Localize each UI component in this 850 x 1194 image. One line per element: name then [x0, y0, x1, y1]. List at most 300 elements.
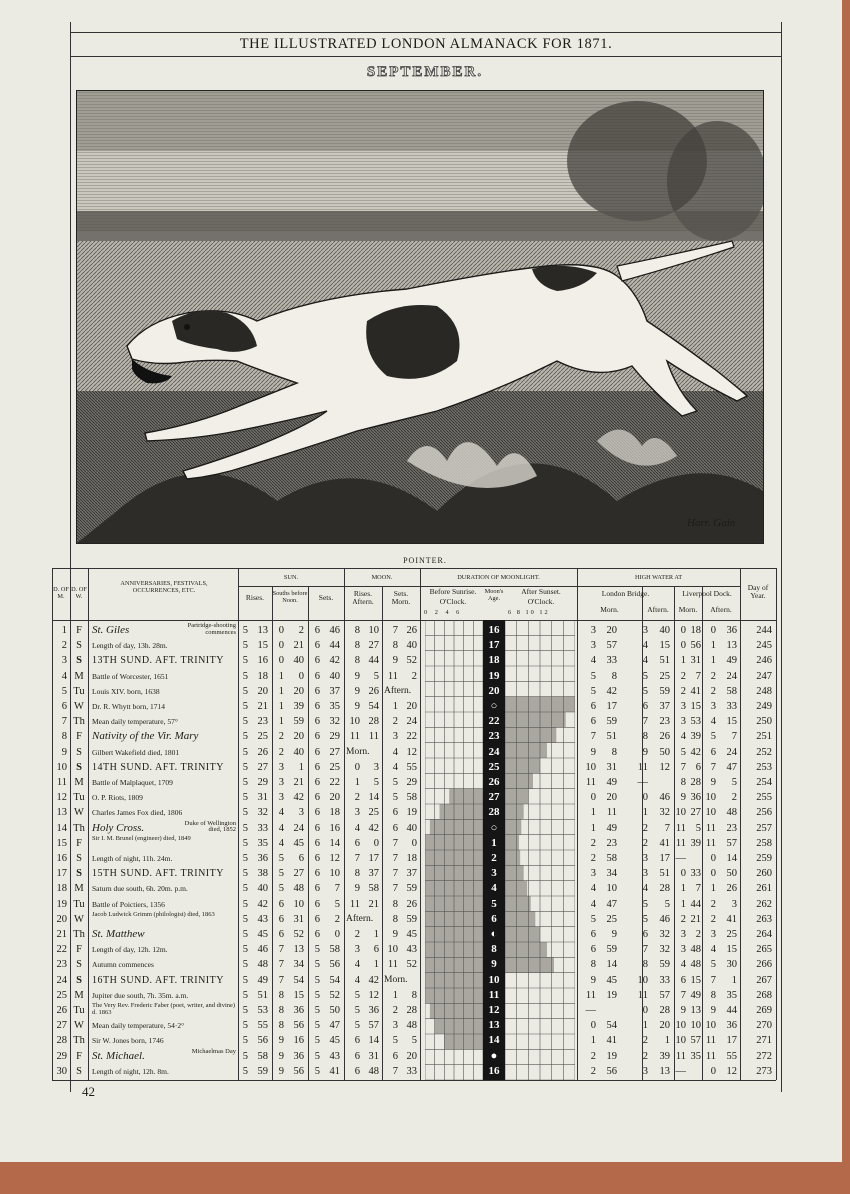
liverpool-aftern-minute: 33	[726, 701, 737, 712]
moon-rises-hour: 11	[349, 898, 360, 910]
moonlight-after-bar	[505, 896, 531, 911]
day-of-month: 8	[61, 731, 67, 743]
london-morn-hour: 1	[590, 807, 596, 819]
sun-souths-minute: 6	[298, 853, 304, 864]
liverpool-morn-minute: 21	[690, 913, 701, 925]
sun-sets-minute: 18	[329, 807, 340, 819]
day-of-month: 15	[56, 837, 67, 849]
moon-age: 6	[491, 912, 497, 925]
event-text: Length of night, 11h. 24m.	[92, 854, 173, 863]
day-of-month: 4	[61, 670, 67, 682]
day-of-year: 266	[756, 959, 772, 971]
liverpool-morn-minute: 56	[690, 640, 701, 652]
moon-age: 16	[488, 624, 500, 636]
header-moon: MOON.	[371, 574, 393, 581]
london-aftern-minute: 46	[659, 913, 670, 925]
header-sun: SUN.	[283, 574, 299, 581]
london-morn-hour: 2	[590, 837, 596, 849]
sun-sets-hour: 6	[314, 746, 320, 758]
liverpool-morn-hour: —	[675, 853, 686, 864]
liverpool-morn-minute: 13	[690, 1005, 701, 1016]
moon-rises-hour: 9	[354, 701, 360, 712]
sun-sets-minute: 2	[334, 913, 340, 925]
moon-rises-minute: 14	[368, 792, 379, 804]
london-morn-minute: 8	[611, 670, 617, 682]
moon-age: ○	[490, 700, 498, 712]
moon-age: 13	[488, 1019, 500, 1032]
sun-sets-minute: 54	[329, 974, 340, 986]
london-aftern-hour: 2	[642, 1035, 648, 1047]
sun-sets-minute: 10	[329, 868, 340, 880]
header-moon-rises: Rises. Aftern.	[352, 589, 374, 606]
moon-age: 11	[488, 988, 500, 1001]
day-of-year: 247	[756, 670, 772, 682]
sun-souths-minute: 36	[293, 1050, 304, 1062]
london-aftern-hour: 8	[642, 959, 648, 971]
sun-rises-minute: 55	[257, 1020, 268, 1032]
london-morn-hour: 4	[590, 898, 596, 910]
liverpool-morn-minute: 15	[690, 974, 701, 986]
liverpool-aftern-minute: 14	[726, 853, 737, 864]
sun-souths-hour: 1	[278, 685, 284, 697]
sun-sets-hour: 6	[314, 868, 320, 880]
moon-rises-minute: 54	[368, 701, 379, 712]
liverpool-morn-hour: 0	[680, 625, 686, 636]
moon-sets-hour: 1	[392, 989, 398, 1001]
liverpool-morn-minute: 49	[690, 989, 701, 1001]
moon-rises-minute: 14	[368, 1035, 379, 1047]
london-morn-minute: 45	[606, 974, 617, 986]
day-of-month: 6	[61, 701, 67, 712]
liverpool-aftern-hour: 0	[710, 868, 716, 880]
liverpool-morn-hour: 4	[680, 731, 686, 743]
liverpool-morn-hour: 6	[680, 974, 686, 986]
sun-sets-minute: 37	[329, 685, 340, 697]
sun-rises-hour: 5	[242, 777, 248, 788]
london-morn-hour: 6	[590, 944, 596, 956]
london-aftern-hour: 7	[642, 716, 648, 728]
london-aftern-minute: 41	[659, 837, 670, 849]
moon-sets-hour: 5	[392, 792, 398, 804]
moon-rises-hour: 8	[354, 868, 360, 880]
day-of-year: 246	[756, 655, 772, 667]
sun-souths-hour: 3	[278, 792, 284, 804]
moon-sets-hour: 7	[392, 625, 398, 636]
liverpool-aftern-hour: 9	[710, 777, 716, 788]
day-of-month: 19	[56, 898, 67, 910]
sun-sets-minute: 5	[334, 898, 340, 910]
moon-rises-hour: 9	[354, 685, 360, 697]
event-text: Autumn commences	[92, 960, 154, 970]
liverpool-aftern-minute: 55	[726, 1050, 737, 1062]
sun-souths-minute: 20	[293, 731, 304, 743]
liverpool-morn-hour: 1	[680, 655, 686, 667]
moon-sets-minute: 55	[406, 761, 417, 773]
almanac-table	[52, 568, 776, 1080]
day-of-week: S	[76, 746, 82, 758]
event-text: Dr. R. Whytt born, 1714	[92, 702, 165, 711]
sun-sets-minute: 41	[329, 1065, 340, 1077]
moon-rises-minute: 0	[373, 837, 379, 849]
day-of-month: 22	[56, 944, 67, 956]
sun-sets-hour: 6	[314, 716, 320, 728]
day-of-month: 29	[56, 1050, 67, 1062]
moon-rises-minute: 1	[373, 959, 379, 971]
moon-age: 24	[488, 745, 500, 758]
day-of-month: 3	[61, 655, 67, 667]
liverpool-aftern-hour: 11	[705, 822, 716, 834]
london-aftern-hour: 4	[642, 655, 648, 667]
liverpool-aftern-hour: 11	[705, 837, 716, 849]
day-of-year: 260	[756, 868, 772, 880]
moonlight-after-bar	[505, 773, 533, 788]
moon-sets-minute: 8	[411, 989, 417, 1001]
sun-rises-minute: 33	[257, 822, 268, 834]
moon-sets-hour: 2	[392, 1005, 398, 1016]
header-london-aftern: Aftern.	[647, 605, 669, 614]
day-of-year: 253	[756, 761, 772, 773]
liverpool-morn-hour: 7	[680, 989, 686, 1001]
moon-rises-hour: 9	[354, 883, 360, 895]
liverpool-aftern-hour: 9	[710, 1005, 716, 1016]
sun-sets-minute: 20	[329, 792, 340, 804]
moon-age: 3	[491, 867, 497, 880]
liverpool-morn-minute: 7	[695, 883, 701, 895]
liverpool-morn-minute: 35	[690, 1050, 701, 1062]
london-morn-minute: 11	[606, 807, 617, 819]
liverpool-aftern-hour: 10	[705, 1020, 716, 1032]
moon-age: 14	[488, 1034, 500, 1047]
sun-sets-hour: 5	[314, 1035, 320, 1047]
moon-age: 20	[488, 684, 500, 697]
london-aftern-minute: 7	[664, 822, 670, 834]
moon-sets-hour: 2	[392, 716, 398, 728]
day-of-week: Th	[73, 1035, 85, 1047]
london-aftern-minute: 20	[659, 1020, 670, 1032]
sun-rises-hour: 5	[242, 989, 248, 1001]
liverpool-morn-hour: 0	[680, 640, 686, 652]
sun-rises-minute: 51	[257, 989, 268, 1001]
header-before-sunrise: Before Sunrise.	[429, 587, 477, 596]
header-oclock-after: O'Clock.	[527, 597, 555, 606]
london-aftern-hour: 10	[637, 974, 648, 986]
liverpool-morn-minute: 28	[690, 777, 701, 788]
london-morn-minute: 59	[606, 716, 617, 728]
sun-souths-hour: 3	[278, 761, 284, 773]
london-aftern-minute: 50	[659, 746, 670, 758]
london-aftern-minute: 40	[659, 625, 670, 636]
sun-rises-minute: 31	[257, 792, 268, 804]
day-of-week: S	[76, 640, 82, 652]
sun-souths-hour: 6	[278, 929, 284, 940]
month-title: SEPTEMBER.	[366, 64, 484, 80]
liverpool-morn-hour: 3	[680, 716, 686, 728]
sun-rises-hour: 5	[242, 974, 248, 986]
day-of-year: 267	[756, 974, 772, 986]
sun-sets-minute: 12	[329, 853, 340, 864]
london-morn-hour: 6	[590, 929, 596, 940]
event-text: Length of day, 13h. 28m.	[92, 641, 168, 651]
event-text: Sir W. Jones born, 1746	[92, 1036, 164, 1046]
liverpool-aftern-hour: 10	[705, 792, 716, 804]
sun-souths-hour: 5	[278, 883, 284, 895]
liverpool-morn-hour: 10	[675, 807, 686, 819]
liverpool-morn-minute: 44	[690, 898, 701, 910]
moon-sets-minute: 18	[406, 853, 417, 864]
moonlight-before-bar	[435, 1019, 483, 1034]
london-aftern-minute: 12	[659, 761, 670, 773]
moon-rises-hour: 3	[354, 807, 360, 819]
london-morn-minute: 8	[611, 746, 617, 758]
sun-souths-minute: 2	[298, 625, 304, 636]
moon-rises-minute: 10	[368, 625, 379, 636]
sun-souths-minute: 24	[293, 822, 304, 834]
london-aftern-minute: 51	[659, 655, 670, 667]
liverpool-aftern-minute: 44	[726, 1005, 737, 1016]
sun-rises-minute: 49	[257, 974, 268, 986]
moon-sets-minute: 43	[406, 944, 417, 956]
moon-sets-hour: 5	[392, 1035, 398, 1047]
liverpool-morn-hour: 7	[680, 761, 686, 773]
day-of-year: 248	[756, 685, 772, 697]
sun-sets-minute: 25	[329, 761, 340, 773]
london-morn-minute: 49	[606, 777, 617, 788]
moon-rises-hour: 4	[354, 822, 360, 834]
moon-rises-minute: 1	[373, 929, 379, 940]
moon-sets-hour: 4	[392, 761, 398, 773]
day-of-year: 264	[756, 929, 772, 940]
moon-sets-minute: 26	[406, 898, 417, 910]
liverpool-aftern-minute: 12	[726, 1065, 737, 1077]
sun-souths-minute: 21	[293, 640, 304, 652]
london-aftern-hour: 1	[642, 1020, 648, 1032]
header-sun-souths: Souths before Noon.	[272, 590, 308, 604]
moon-rises-hour: 1	[354, 777, 360, 788]
liverpool-aftern-minute: 17	[726, 1035, 737, 1047]
sun-souths-minute: 27	[293, 868, 304, 880]
moon-sets-hour: 3	[392, 1020, 398, 1032]
header-oclock-before: O'Clock.	[439, 597, 467, 606]
london-morn-minute: 42	[606, 685, 617, 697]
liverpool-aftern-minute: 36	[726, 1020, 737, 1032]
sun-souths-minute: 40	[293, 746, 304, 758]
moon-age: ●	[490, 1049, 498, 1062]
london-morn-hour: 7	[590, 731, 596, 743]
liverpool-aftern-hour: 1	[710, 883, 716, 895]
day-of-week: F	[76, 837, 82, 849]
day-of-week: Tu	[73, 792, 85, 804]
sun-sets-minute: 7	[334, 883, 340, 895]
sun-rises-minute: 38	[257, 868, 268, 880]
moon-rises-minute: 44	[368, 655, 379, 667]
sun-sets-hour: 6	[314, 640, 320, 652]
sun-souths-hour: 3	[278, 777, 284, 788]
day-of-year: 254	[756, 777, 772, 788]
sun-sets-minute: 43	[329, 1050, 340, 1062]
moon-age: 5	[491, 897, 497, 910]
moon-rises-hour: 10	[349, 716, 360, 728]
london-morn-hour: 10	[585, 761, 596, 773]
moon-rises-hour: 8	[354, 625, 360, 636]
london-aftern-minute: 46	[659, 792, 670, 804]
day-of-month: 14	[56, 822, 67, 834]
day-of-year: 245	[756, 640, 772, 652]
day-of-year: 257	[756, 822, 772, 834]
day-of-month: 13	[56, 807, 67, 819]
day-of-month: 27	[56, 1020, 67, 1032]
moon-rises-hour: 5	[354, 989, 360, 1001]
sun-rises-hour: 5	[242, 716, 248, 728]
london-morn-hour: 2	[590, 1065, 596, 1077]
london-aftern-hour: 3	[642, 625, 648, 636]
day-of-month: 2	[61, 640, 67, 652]
moon-sets-hour: 5	[392, 777, 398, 788]
sun-souths-hour: 0	[278, 625, 284, 636]
liverpool-aftern-hour: 1	[710, 640, 716, 652]
moon-sets-hour: 3	[392, 731, 398, 743]
moon-rises-minute: 12	[368, 989, 379, 1001]
sun-sets-hour: 6	[314, 822, 320, 834]
day-of-year: 261	[756, 883, 772, 895]
london-aftern-minute: 33	[659, 974, 670, 986]
moon-sets-hour: 7	[392, 868, 398, 880]
moon-sets-minute: 20	[406, 701, 417, 712]
moon-sets-minute: 5	[411, 1035, 417, 1047]
moon-rises-hour: 11	[349, 731, 360, 743]
moon-sets-hour: 7	[392, 1065, 398, 1077]
sun-rises-minute: 46	[257, 944, 268, 956]
moon-rises-minute: 42	[368, 822, 379, 834]
sun-souths-minute: 15	[293, 989, 304, 1001]
sun-souths-hour: 6	[278, 898, 284, 910]
liverpool-morn-hour: 9	[680, 1005, 686, 1016]
sun-souths-minute: 21	[293, 777, 304, 788]
event-text: Battle of Worcester, 1651	[92, 671, 169, 681]
sun-sets-hour: 5	[314, 944, 320, 956]
liverpool-aftern-minute: 50	[726, 868, 737, 880]
day-of-month: 23	[56, 959, 67, 971]
header-after-sunset: After Sunset.	[521, 587, 561, 596]
london-aftern-hour: 2	[642, 837, 648, 849]
sun-souths-minute: 40	[293, 655, 304, 667]
london-morn-hour: 0	[590, 1020, 596, 1032]
sun-souths-hour: 4	[278, 807, 284, 819]
moon-sets-minute: 58	[406, 792, 417, 804]
day-of-week: Th	[73, 929, 85, 940]
moon-sets-minute: 12	[406, 746, 417, 758]
liverpool-aftern-minute: 3	[731, 898, 737, 910]
moon-age: 22	[488, 715, 500, 728]
header-moonlight: DURATION OF MOONLIGHT.	[457, 574, 540, 581]
sun-souths-minute: 56	[293, 1065, 304, 1077]
sun-souths-hour: 4	[278, 822, 284, 834]
day-of-month: 28	[56, 1035, 67, 1047]
day-of-week: F	[76, 1050, 82, 1062]
moon-age: 18	[488, 654, 500, 667]
moon-rises-hour: 6	[354, 1035, 360, 1047]
moon-age: ◐	[490, 928, 498, 940]
sun-rises-minute: 45	[257, 929, 268, 940]
moon-sets-hour: 11	[387, 959, 398, 971]
day-of-year: 255	[756, 792, 772, 804]
moon-rises-minute: 5	[373, 777, 379, 788]
sun-souths-hour: 7	[278, 974, 284, 986]
london-aftern-minute: 25	[659, 670, 670, 682]
event-text: St. Giles	[92, 624, 130, 636]
moon-rises-minute: 6	[373, 944, 379, 956]
sun-souths-minute: 13	[293, 944, 304, 956]
day-of-week: F	[76, 944, 82, 956]
header-london-morn: Morn.	[600, 605, 619, 614]
liverpool-aftern-minute: 36	[726, 625, 737, 636]
london-aftern-hour: 2	[642, 822, 648, 834]
sun-rises-minute: 26	[257, 746, 268, 758]
day-of-year: 268	[756, 989, 772, 1001]
day-of-week: M	[74, 670, 84, 682]
liverpool-aftern-minute: 41	[726, 913, 737, 925]
sun-rises-minute: 48	[257, 959, 268, 971]
sun-sets-hour: 6	[314, 701, 320, 712]
london-morn-hour: 4	[590, 655, 596, 667]
moon-sets-hour: 4	[392, 746, 398, 758]
day-of-week: Th	[73, 822, 85, 834]
sun-rises-minute: 16	[257, 655, 268, 667]
moon-rises-minute: 31	[368, 1050, 379, 1062]
moon-rises-hour: 3	[354, 944, 360, 956]
sun-rises-minute: 15	[257, 640, 268, 652]
london-morn-hour: 6	[590, 716, 596, 728]
liverpool-aftern-hour: 8	[710, 989, 716, 1001]
day-of-week: W	[74, 1020, 84, 1032]
header-liverpool-aftern: Aftern.	[710, 605, 732, 614]
header-rule-bottom	[70, 56, 782, 57]
liverpool-morn-hour: —	[675, 1065, 686, 1077]
liverpool-aftern-hour: 1	[710, 655, 716, 667]
event-text: Battle of Malplaquet, 1709	[92, 778, 173, 787]
sun-sets-minute: 44	[329, 640, 340, 652]
table-bottom-rule	[52, 1080, 776, 1081]
moon-sets-minute: 37	[406, 868, 417, 880]
london-aftern-hour: 6	[642, 701, 648, 712]
sun-rises-hour: 5	[242, 1005, 248, 1016]
liverpool-morn-hour: 8	[680, 777, 686, 788]
liverpool-aftern-minute: 1	[731, 974, 737, 986]
liverpool-morn-minute: 41	[690, 685, 701, 697]
header-day-of-year: Day of Year.	[747, 583, 769, 600]
sun-sets-hour: 6	[314, 731, 320, 743]
sun-souths-minute: 52	[293, 929, 304, 940]
liverpool-morn-minute: 31	[690, 655, 701, 667]
london-morn-minute: 17	[606, 701, 617, 712]
moon-age: 8	[491, 943, 497, 956]
day-of-year: 252	[756, 746, 772, 758]
sun-souths-hour: 1	[278, 701, 284, 712]
moon-sets-hour: 6	[392, 822, 398, 834]
sun-rises-minute: 29	[257, 777, 268, 788]
london-aftern-hour: 4	[642, 883, 648, 895]
moon-rises-minute: 48	[368, 1065, 379, 1077]
moon-age: 19	[488, 669, 500, 682]
sun-rises-hour: 5	[242, 898, 248, 910]
sun-sets-hour: 6	[314, 761, 320, 773]
scale-before-sunrise: 0 2 4 6	[424, 609, 463, 616]
moon-rises-minute: 58	[368, 883, 379, 895]
header-anniversaries: ANNIVERSARIES, FESTIVALS, OCCURRENCES, ETC.	[120, 580, 208, 594]
sun-sets-hour: 6	[314, 853, 320, 864]
day-of-month: 26	[56, 1005, 67, 1016]
moonlight-before-bar	[430, 1003, 483, 1018]
liverpool-morn-minute: 53	[690, 716, 701, 728]
